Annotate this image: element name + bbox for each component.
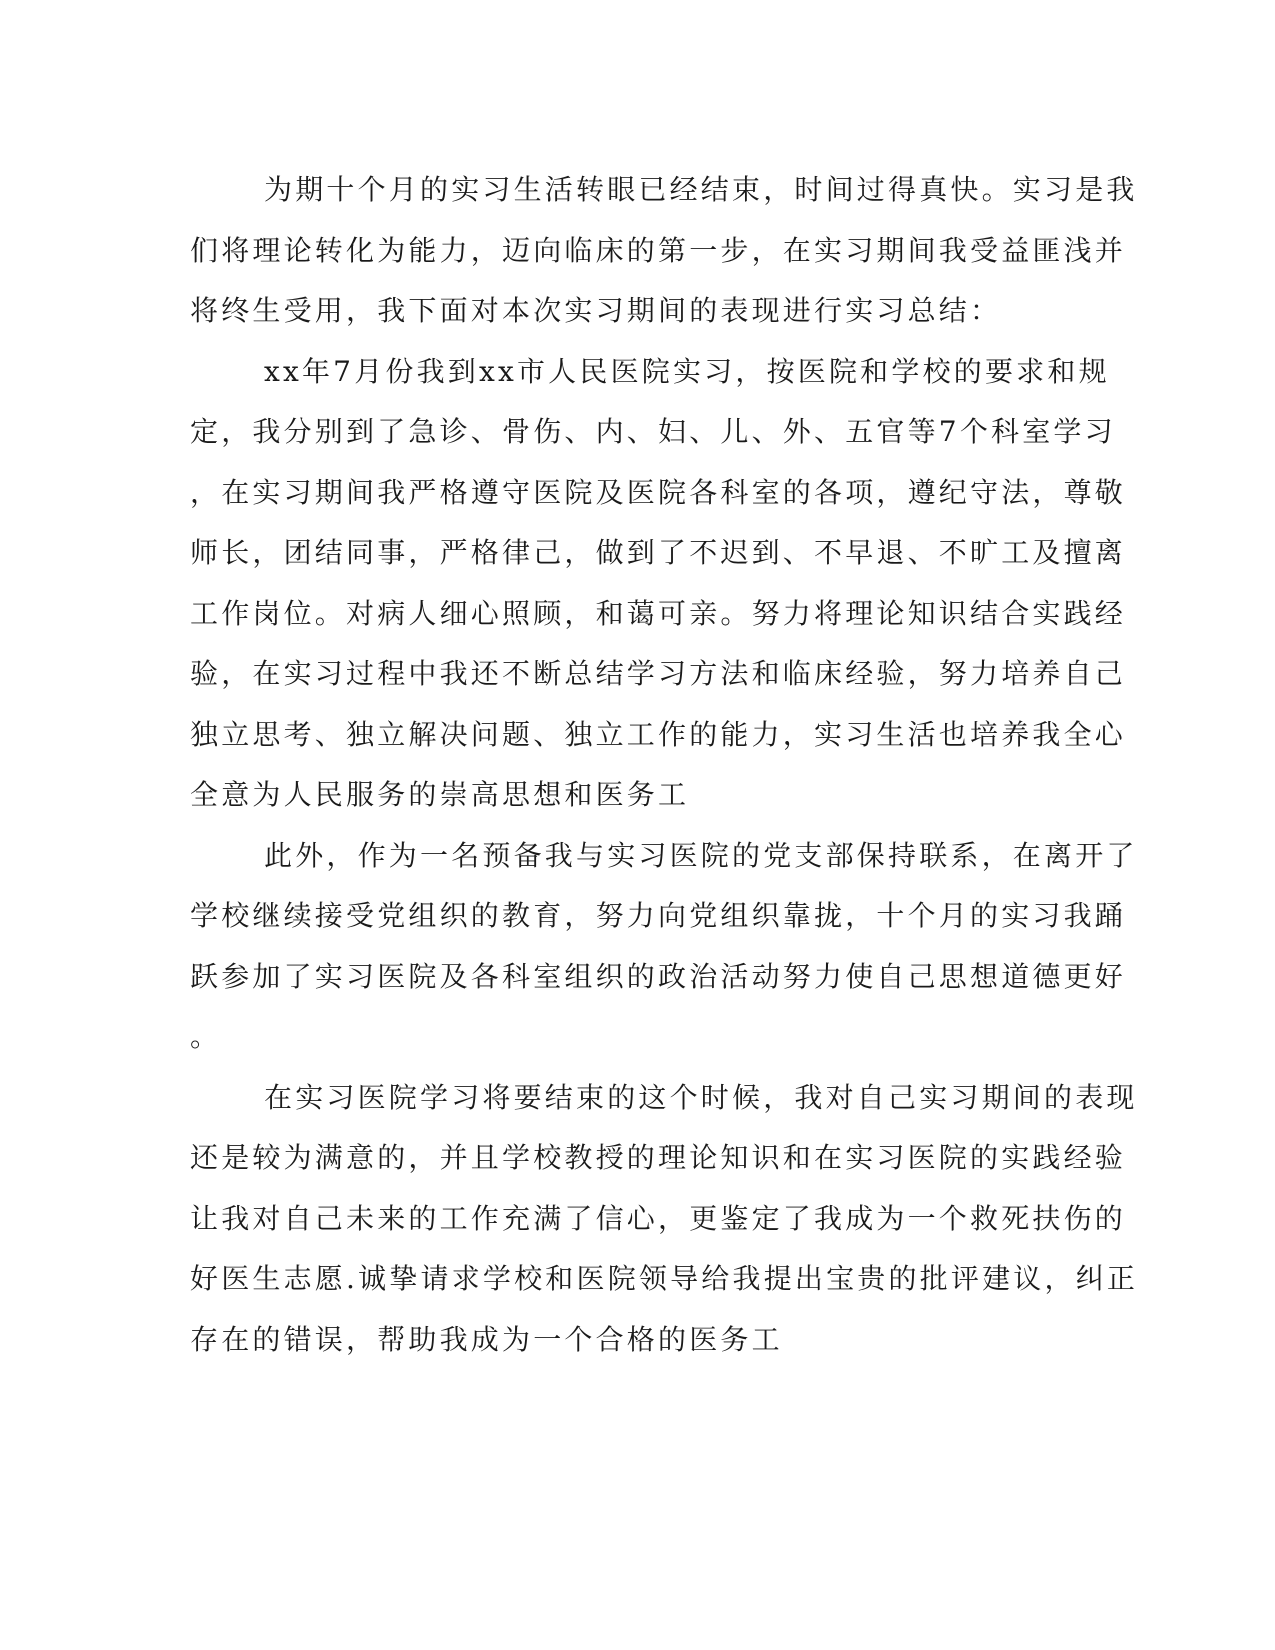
text-line: ，在实习期间我严格遵守医院及医院各科室的各项，遵纪守法，尊敬 xyxy=(190,475,1127,509)
text-line: 验，在实习过程中我还不断总结学习方法和临床经验，努力培养自己 xyxy=(190,657,1127,690)
text-line: 跃参加了实习医院及各科室组织的政治活动努力使自己思想道德更好 xyxy=(190,959,1127,993)
text-line: 学校继续接受党组织的教育，努力向党组织靠拢，十个月的实习我踊 xyxy=(190,899,1127,932)
text-line: 独立思考、独立解决问题、独立工作的能力，实习生活也培养我全心 xyxy=(190,717,1127,751)
text-line: 将终生受用，我下面对本次实习期间的表现进行实习总结： xyxy=(190,294,1002,327)
text-line: 此外，作为一名预备我与实习医院的党支部保持联系，在离开了 xyxy=(264,838,1138,872)
text-line: xx年7月份我到xx市人民医院实习，按医院和学校的要求和规 xyxy=(264,354,1110,388)
paragraph-conclusion xyxy=(190,1068,1139,1371)
text-line: 全意为人民服务的崇高思想和医务工 xyxy=(190,778,690,811)
text-line: 存在的错误，帮助我成为一个合格的医务工 xyxy=(190,1322,783,1356)
text-line: 。 xyxy=(190,1020,222,1053)
text-line: 好医生志愿.诚挚请求学校和医院领导给我提出宝贵的批评建议，纠正 xyxy=(190,1262,1139,1295)
text-line: 师长，团结同事，严格律己，做到了不迟到、不早退、不旷工及擅离 xyxy=(190,536,1127,569)
paragraph-hospital-rotation xyxy=(190,342,1127,826)
text-line: 还是较为满意的，并且学校教授的理论知识和在实习医院的实践经验 xyxy=(190,1141,1127,1174)
paragraph-internship-intro xyxy=(190,160,1138,342)
text-line: 们将理论转化为能力，迈向临床的第一步，在实习期间我受益匪浅并 xyxy=(190,233,1127,267)
text-line: 为期十个月的实习生活转眼已经结束，时间过得真快。实习是我 xyxy=(264,173,1138,206)
document-body xyxy=(190,160,1139,1370)
text-line: 让我对自己未来的工作充满了信心，更鉴定了我成为一个救死扶伤的 xyxy=(190,1201,1127,1235)
paragraph-party-activities xyxy=(190,826,1138,1068)
text-line: 定，我分别到了急诊、骨伤、内、妇、儿、外、五官等7个科室学习 xyxy=(190,415,1116,448)
text-line: 工作岗位。对病人细心照顾，和蔼可亲。努力将理论知识结合实践经 xyxy=(190,596,1127,630)
text-line: 在实习医院学习将要结束的这个时候，我对自己实习期间的表现 xyxy=(264,1080,1138,1114)
